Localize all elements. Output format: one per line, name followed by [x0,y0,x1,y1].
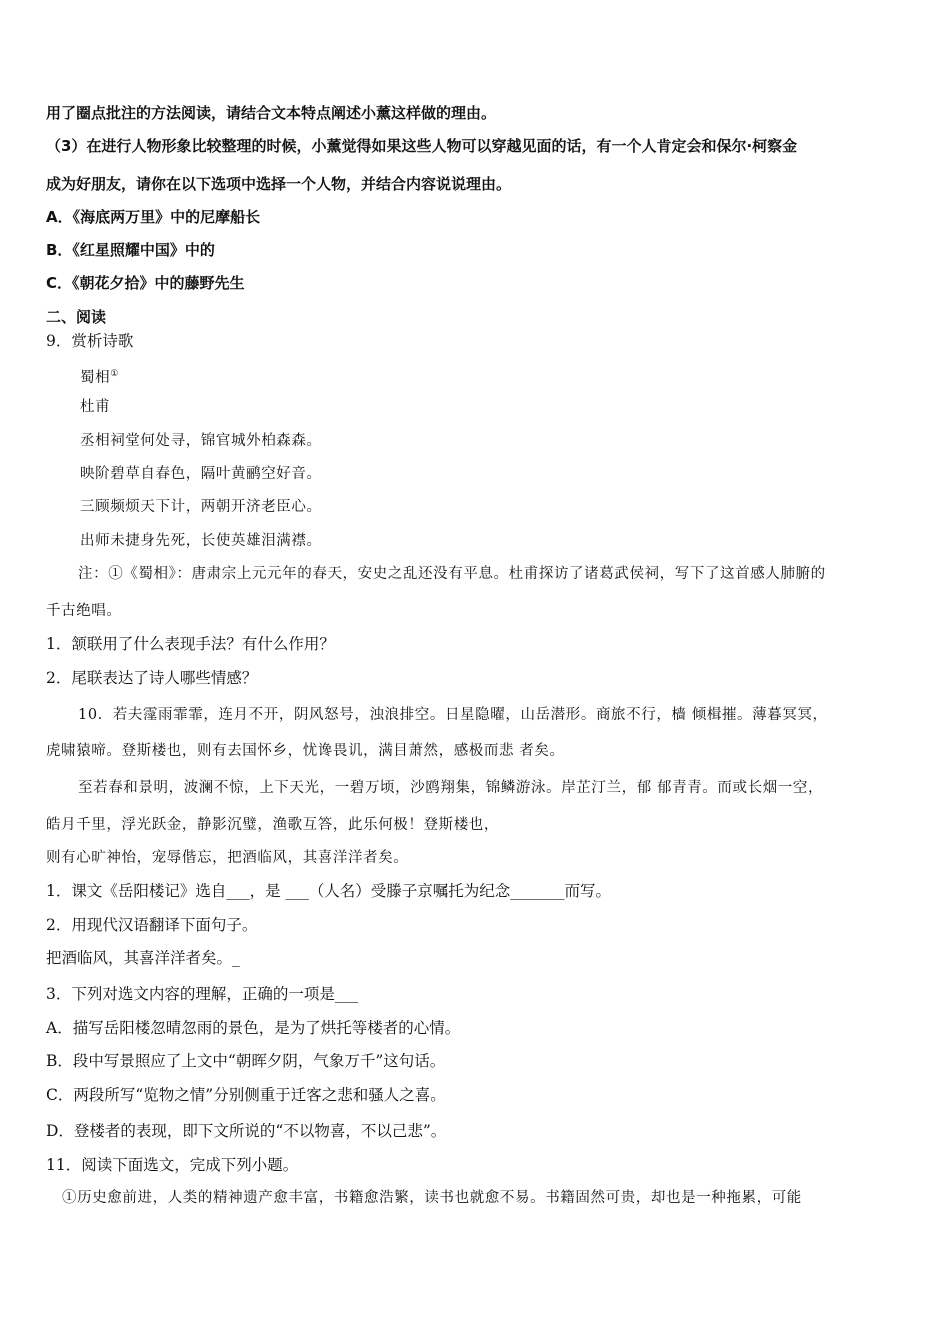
q8-option-b: B．《红星照耀中国》中的 [46,241,215,259]
q10-sub3: 3．下列对选文内容的理解，正确的一项是___ [46,985,359,1003]
q8-part3-line2: 成为好朋友，请你在以下选项中选择一个人物，并结合内容说说理由。 [46,175,512,193]
q8-option-c: C．《朝花夕拾》中的藤野先生 [46,274,245,292]
poem-title [80,364,119,388]
q11-title: 11．阅读下面选文，完成下列小题。 [46,1156,299,1174]
q8-text-line: 用了圈点批注的方法阅读，请结合文本特点阐述小薰这样做的理由。 [46,104,497,122]
q9-sub2: 2．尾联表达了诗人哪些情感？ [46,669,258,687]
poem-note-mark: ① [110,369,119,379]
poem-line: 三顾频烦天下计，两朝开济老臣心。 [80,499,322,515]
poem-note-line1: 注：①《蜀相》：唐肃宗上元元年的春天，安史之乱还没有平息。杜甫探访了诸葛武侯祠，写下了这首感人肺腑的 [78,566,826,582]
q10-sub3-option-b: B．段中写景照应了上文中“朝晖夕阴，气象万千”这句话。 [46,1052,446,1070]
q10-para1-line1: 10．若夫霪雨霏霏，连月不开，阴风怒号，浊浪排空。日星隐曜，山岳潜形。商旅不行，樯 倾楫摧。薄暮冥冥， [78,707,828,723]
poem-line: 出师未捷身先死，长使英雄泪满襟。 [80,533,322,549]
q10-sub2: 2．用现代汉语翻译下面句子。 [46,916,258,934]
q11-para1: ①历史愈前进，人类的精神遗产愈丰富，书籍愈浩繁，读书也就愈不易。书籍固然可贵，却也是一种拖累，可能 [62,1190,802,1206]
q10-para2-line3: 则有心旷神怡，宠辱偕忘，把酒临风，其喜洋洋者矣。 [46,850,409,866]
q10-sub3-option-a: A．描写岳阳楼忽晴忽雨的景色，是为了烘托等楼者的心情。 [46,1019,461,1037]
q8-part3-line1: （3）在进行人物形象比较整理的时候，小薰觉得如果这些人物可以穿越见面的话，有一个人肯定会和保尔·柯察金 [46,137,798,155]
poem-line: 映阶碧草自春色，隔叶黄鹂空好音。 [80,466,322,482]
q10-sub2-sentence: 把酒临风，其喜洋洋者矣。_ [46,949,240,967]
q10-para2-line1: 至若春和景明，波澜不惊，上下天光，一碧万顷，沙鸥翔集，锦鳞游泳。岸芷汀兰，郁 郁青青。而或长烟一空， [78,780,824,796]
poem-note-line2: 千古绝唱。 [46,603,122,619]
poem-line: 丞相祠堂何处寻，锦官城外柏森森。 [80,433,322,449]
q10-para2-line2: 皓月千里，浮光跃金，静影沉璧，渔歌互答，此乐何极！登斯楼也， [46,817,499,833]
q9-title: 9．赏析诗歌 [46,332,134,350]
q10-para1-line2: 虎啸猿啼。登斯楼也，则有去国怀乡，忧谗畏讥，满目萧然，感极而悲 者矣。 [46,743,565,759]
section-title: 二、阅读 [46,308,107,326]
q8-option-a: A．《海底两万里》中的尼摩船长 [46,208,261,226]
q10-sub1: 1．课文《岳阳楼记》选自___，是 ___（人名）受滕子京嘱托为纪念_______而写。 [46,882,612,900]
q10-sub3-option-d: D．登楼者的表现，即下文所说的“不以物喜，不以己悲”。 [46,1122,447,1140]
q9-sub1: 1．颔联用了什么表现手法？有什么作用？ [46,635,335,653]
q10-sub3-option-c: C．两段所写“览物之情”分别侧重于迁客之悲和骚人之喜。 [46,1086,446,1104]
poem-author: 杜甫 [80,399,111,415]
poem-title-text: 蜀相 [80,369,111,386]
